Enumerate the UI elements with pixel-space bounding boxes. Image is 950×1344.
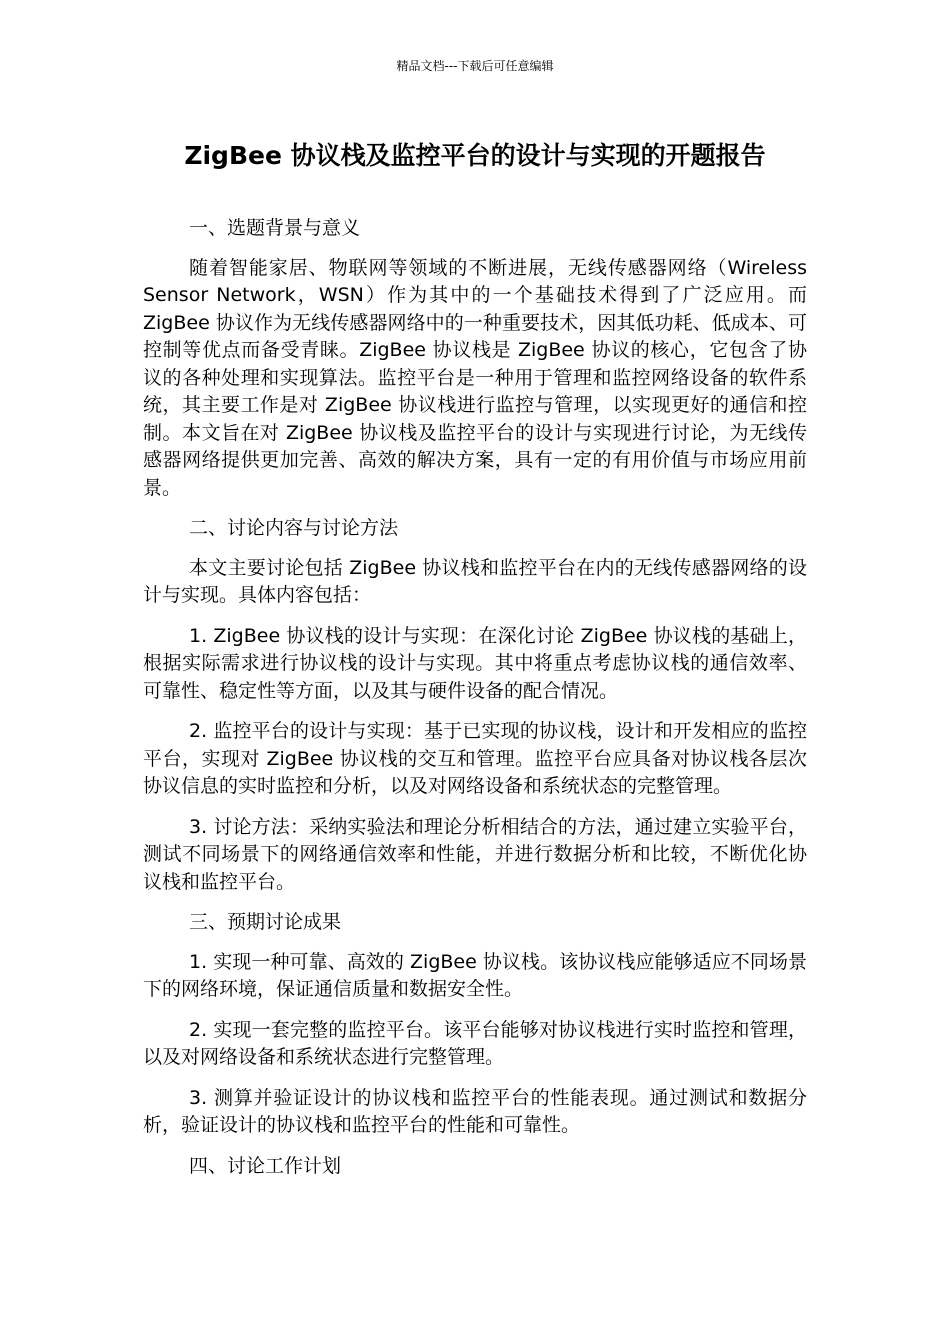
document-body (143, 215, 807, 1192)
paragraph-result-item-2: 2. 实现一套完整的监控平台。该平台能够对协议栈进行实时监控和管理，以及对网络设备和系统状态进行完整管理。 (143, 1018, 807, 1068)
section-heading-background: 一、选题背景与意义 (189, 217, 361, 239)
section-heading-research-content: 二、讨论内容与讨论方法 (189, 517, 399, 539)
paragraph-result-item-3: 3. 测算并验证设计的协议栈和监控平台的性能表现。通过测试和数据分析，验证设计的协议栈和监控平台的性能和可靠性。 (143, 1086, 807, 1136)
paragraph-result-item-1: 1. 实现一种可靠、高效的 ZigBee 协议栈。该协议栈应能够适应不同场景下的网络环境，保证通信质量和数据安全性。 (143, 950, 807, 1000)
document-title: ZigBee 协议栈及监控平台的设计与实现的开题报告 (184, 141, 766, 170)
section-heading-expected-results: 三、预期讨论成果 (189, 911, 342, 933)
section-heading-work-plan: 四、讨论工作计划 (189, 1154, 342, 1177)
paragraph-research-item-3: 3. 讨论方法：采纳实验法和理论分析相结合的方法，通过建立实验平台，测试不同场景下的网络通信效率和性能，并进行数据分析和比较，不断优化协议栈和监控平台。 (143, 815, 807, 893)
paragraph-research-item-2: 2. 监控平台的设计与实现：基于已实现的协议栈，设计和开发相应的监控平台，实现对 ZigBee 协议栈的交互和管理。监控平台应具备对协议栈各层次协议信息的实时监控和分析，以及对网络设备和系统状态的完整管理。 (143, 720, 807, 797)
paragraph-research-intro: 本文主要讨论包括 ZigBee 协议栈和监控平台在内的无线传感器网络的设计与实现。具体内容包括： (143, 556, 807, 606)
paragraph-background: 随着智能家居、物联网等领域的不断进展，无线传感器网络（Wireless Sensor Network，WSN）作为其中的一个基础技术得到了广泛应用。而 ZigBee 协议作为无线传感器网络中的一种重要技术，因其低功耗、低成本、可控制等优点而备受青睐。ZigBee 协议栈是 ZigBee 协议的核心，它包含了协议的各种处理和实现算法。监控平台是一种用于管理和监控网络设备的软件系统，其主要工作是对 ZigBee 协议栈进行监控与管理，以实现更好的通信和控制。本文旨在对 ZigBee 协议栈及监控平台的设计与实现进行讨论，为无线传感器网络提供更加完善、高效的解决方案，具有一定的有用价值与市场应用前景。 (143, 256, 807, 499)
paragraph-research-item-1: 1. ZigBee 协议栈的设计与实现：在深化讨论 ZigBee 协议栈的基础上，根据实际需求进行协议栈的设计与实现。其中将重点考虑协议栈的通信效率、可靠性、稳定性等方面，以及其与硬件设备的配合情况。 (143, 624, 807, 702)
page-header: 精品文档---下载后可任意编辑 (396, 59, 554, 73)
